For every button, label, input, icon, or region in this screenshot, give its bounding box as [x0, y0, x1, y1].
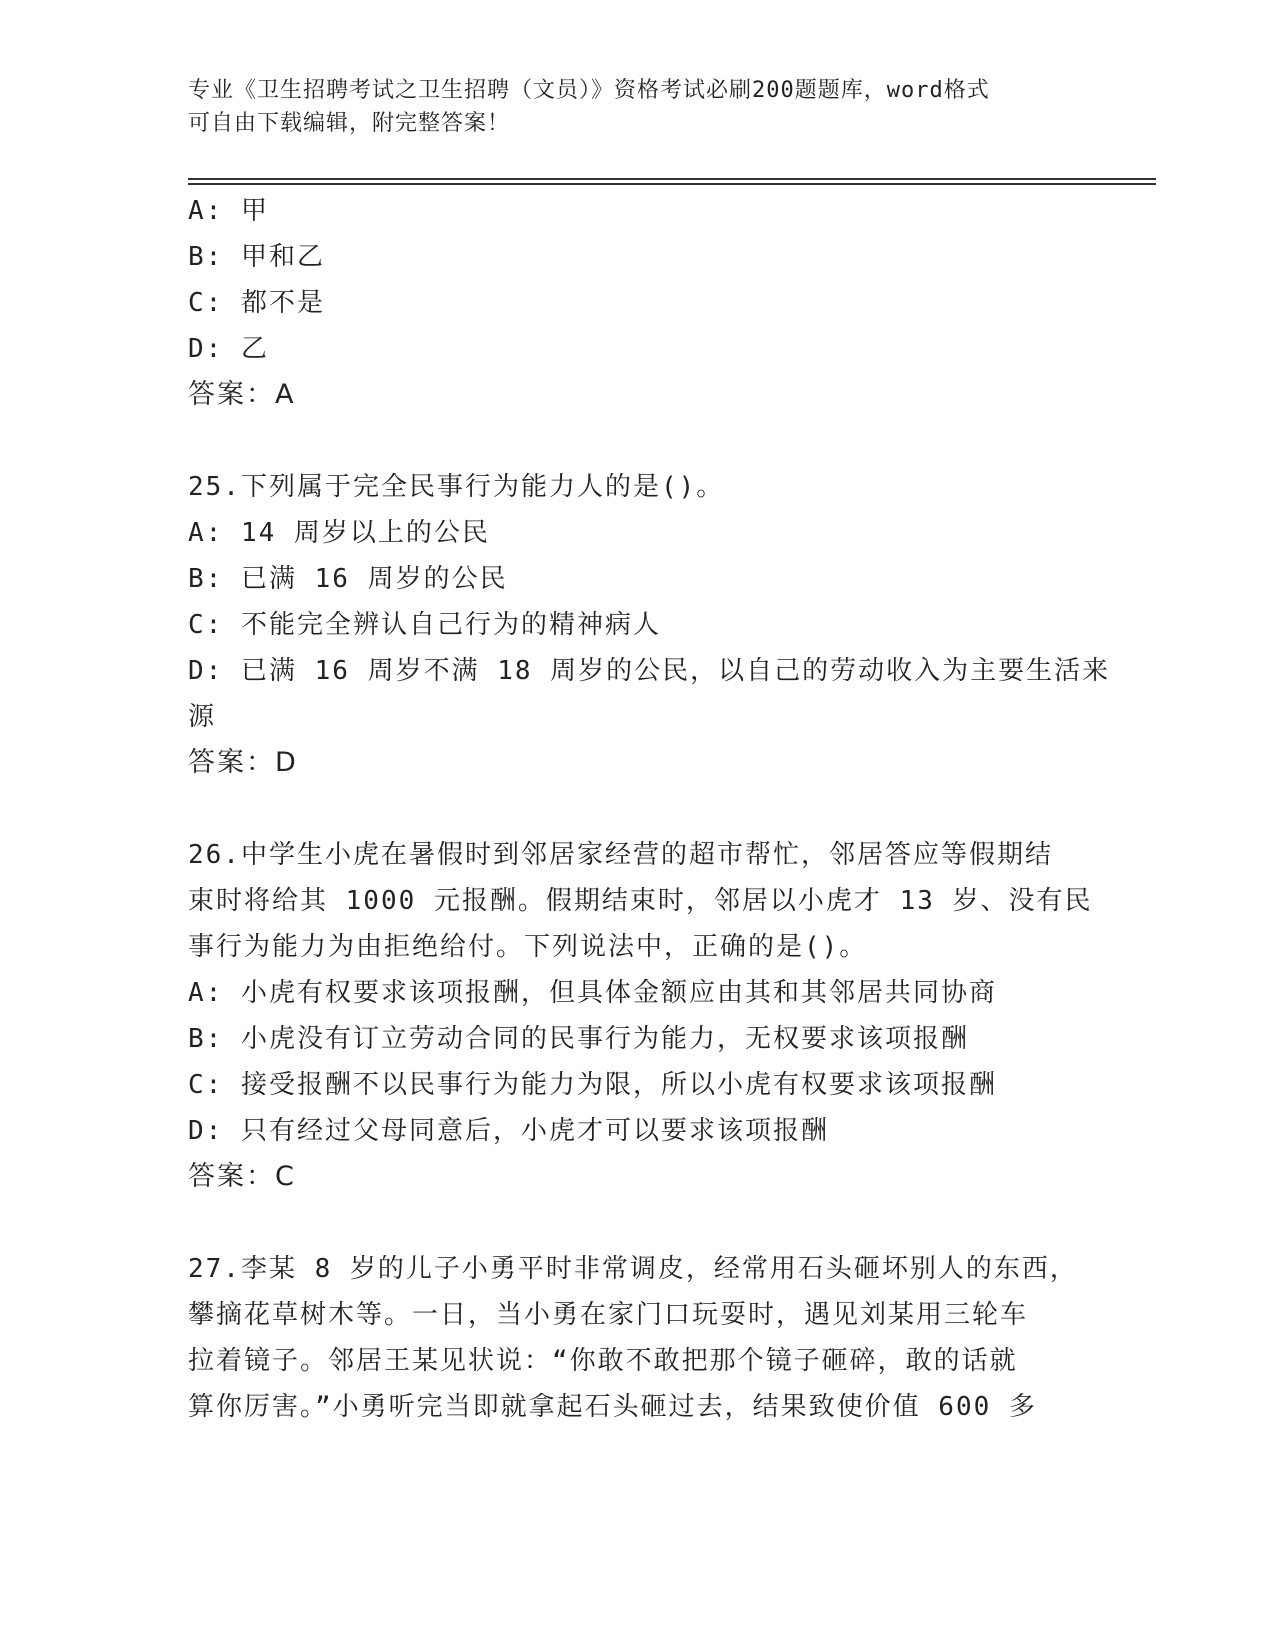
spacer [188, 786, 1088, 832]
question-text: 27.李某 8 岁的儿子小勇平时非常调皮，经常用石头砸坏别人的东西， [188, 1254, 1078, 1284]
header-divider-bottom [188, 183, 1156, 185]
question-text: 25.下列属于完全民事行为能力人的是()。 [188, 472, 725, 502]
question-text: 拉着镜子。邻居王某见状说：“你敢不敢把那个镜子砸碎，敢的话就 [188, 1346, 1018, 1376]
option-b: B: 甲和乙 [188, 242, 325, 272]
option-c: C: 接受报酬不以民事行为能力为限，所以小虎有权要求该项报酬 [188, 1070, 997, 1100]
question-text: 26.中学生小虎在暑假时到邻居家经营的超市帮忙，邻居答应等假期结 [188, 840, 1053, 870]
option-d: D: 乙 [188, 334, 269, 364]
option-d-continued: 源 [188, 702, 217, 732]
question-24-options [188, 188, 1088, 418]
option-a: A: 甲 [188, 196, 269, 226]
question-text: 算你厉害。”小勇听完当即就拿起石头砸过去，结果致使价值 600 多 [188, 1392, 1037, 1422]
option-d: D: 已满 16 周岁不满 18 周岁的公民，以自己的劳动收入为主要生活来 [188, 656, 1111, 686]
header-line-2: 可自由下载编辑，附完整答案！ [188, 111, 511, 136]
question-text: 攀摘花草树木等。一日，当小勇在家门口玩耍时，遇见刘某用三轮车 [188, 1300, 1029, 1330]
document-header [188, 74, 1068, 140]
option-c: C: 不能完全辨认自己行为的精神病人 [188, 610, 661, 640]
spacer [188, 418, 1088, 464]
option-a: A: 小虎有权要求该项报酬，但具体金额应由其和其邻居共同协商 [188, 978, 997, 1008]
option-b: B: 已满 16 周岁的公民 [188, 564, 508, 594]
option-b: B: 小虎没有订立劳动合同的民事行为能力，无权要求该项报酬 [188, 1024, 969, 1054]
spacer [188, 1200, 1088, 1246]
header-divider-top [188, 178, 1156, 180]
option-c: C: 都不是 [188, 288, 325, 318]
answer-label: 答案：C [188, 1161, 296, 1192]
question-25 [188, 464, 1111, 786]
answer-label: 答案：D [188, 747, 298, 778]
question-26 [188, 832, 1093, 1200]
header-line-1: 专业《卫生招聘考试之卫生招聘（文员）》资格考试必刷200题题库，word格式 [188, 78, 990, 103]
question-text: 束时将给其 1000 元报酬。假期结束时，邻居以小虎才 13 岁、没有民 [188, 886, 1093, 916]
option-a: A: 14 周岁以上的公民 [188, 518, 490, 548]
option-d: D: 只有经过父母同意后，小虎才可以要求该项报酬 [188, 1116, 829, 1146]
question-27 [188, 1246, 1088, 1430]
question-text: 事行为能力为由拒绝给付。下列说法中，正确的是()。 [188, 932, 868, 962]
question-content [188, 188, 1111, 1430]
answer-label: 答案：A [188, 379, 296, 410]
